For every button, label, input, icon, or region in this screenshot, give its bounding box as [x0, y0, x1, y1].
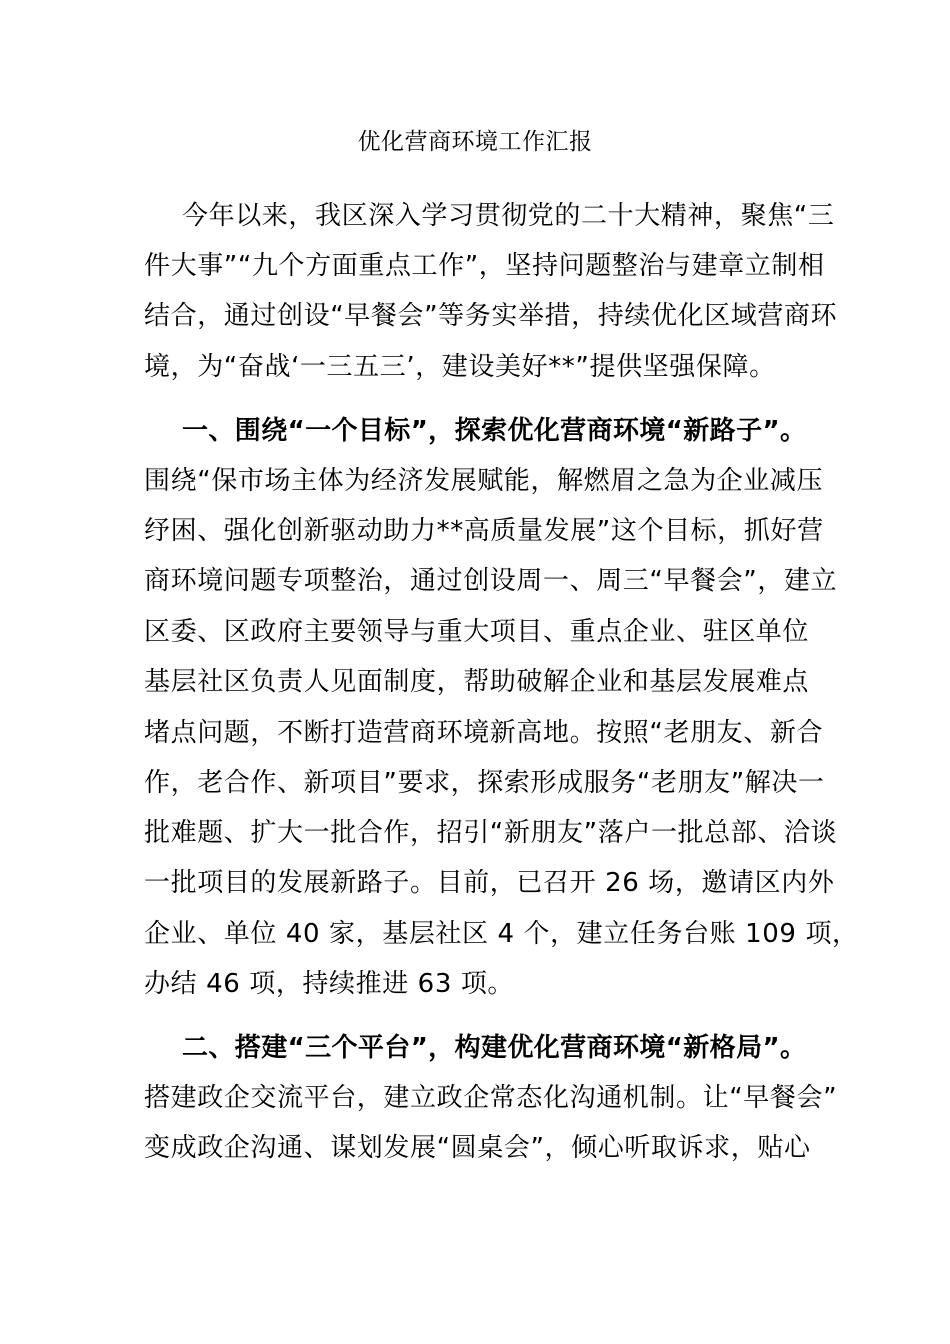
body-line: 基层社区负责人见面制度，帮助破解企业和基层发展难点: [144, 667, 810, 697]
body-line: 作，老合作、新项目”要求，探索形成服务“老朋友”解决一: [144, 768, 825, 798]
body-line: 企业、单位 40 家，基层社区 4 个，建立任务台账 109 项，: [144, 919, 859, 949]
body-line: 纾困、强化创新驱动助力**高质量发展”这个目标，抓好营: [144, 516, 824, 546]
intro-line: 今年以来，我区深入学习贯彻党的二十大精神，聚焦“三: [182, 201, 835, 231]
body-line: 批难题、扩大一批合作，招引“新朋友”落户一批总部、洽谈: [144, 818, 838, 848]
section-heading: 一、围绕“一个目标”，探索优化营商环境“新路子”。: [182, 416, 807, 446]
body-line: 商环境问题专项整治，通过创设周一、周三“早餐会”，建立: [144, 566, 838, 596]
body-line: 堵点问题，不断打造营商环境新高地。按照“老朋友、新合: [144, 718, 824, 748]
body-line: 办结 46 项，持续推进 63 项。: [144, 969, 515, 999]
document-title: 优化营商环境工作汇报: [357, 129, 593, 155]
body-line: 区委、区政府主要领导与重大项目、重点企业、驻区单位: [144, 617, 810, 647]
intro-line: 件大事”“九个方面重点工作”，坚持问题整治与建章立制相: [144, 251, 825, 281]
intro-line: 境，为“奋战‘一三五三’，建设美好**”提供坚强保障。: [144, 352, 776, 382]
section-heading: 二、搭建“三个平台”，构建优化营商环境“新格局”。: [182, 1033, 807, 1063]
body-line: 一批项目的发展新路子。目前，已召开 26 场，邀请区内外: [144, 868, 835, 898]
body-line: 搭建政企交流平台，建立政企常态化沟通机制。让“早餐会”: [144, 1083, 838, 1113]
body-line: 围绕“保市场主体为经济发展赋能，解燃眉之急为企业减压: [144, 466, 824, 496]
intro-line: 结合，通过创设“早餐会”等务实举措，持续优化区域营商环: [144, 301, 838, 331]
body-line: 变成政企沟通、谋划发展“圆桌会”，倾心听取诉求，贴心: [144, 1133, 811, 1163]
